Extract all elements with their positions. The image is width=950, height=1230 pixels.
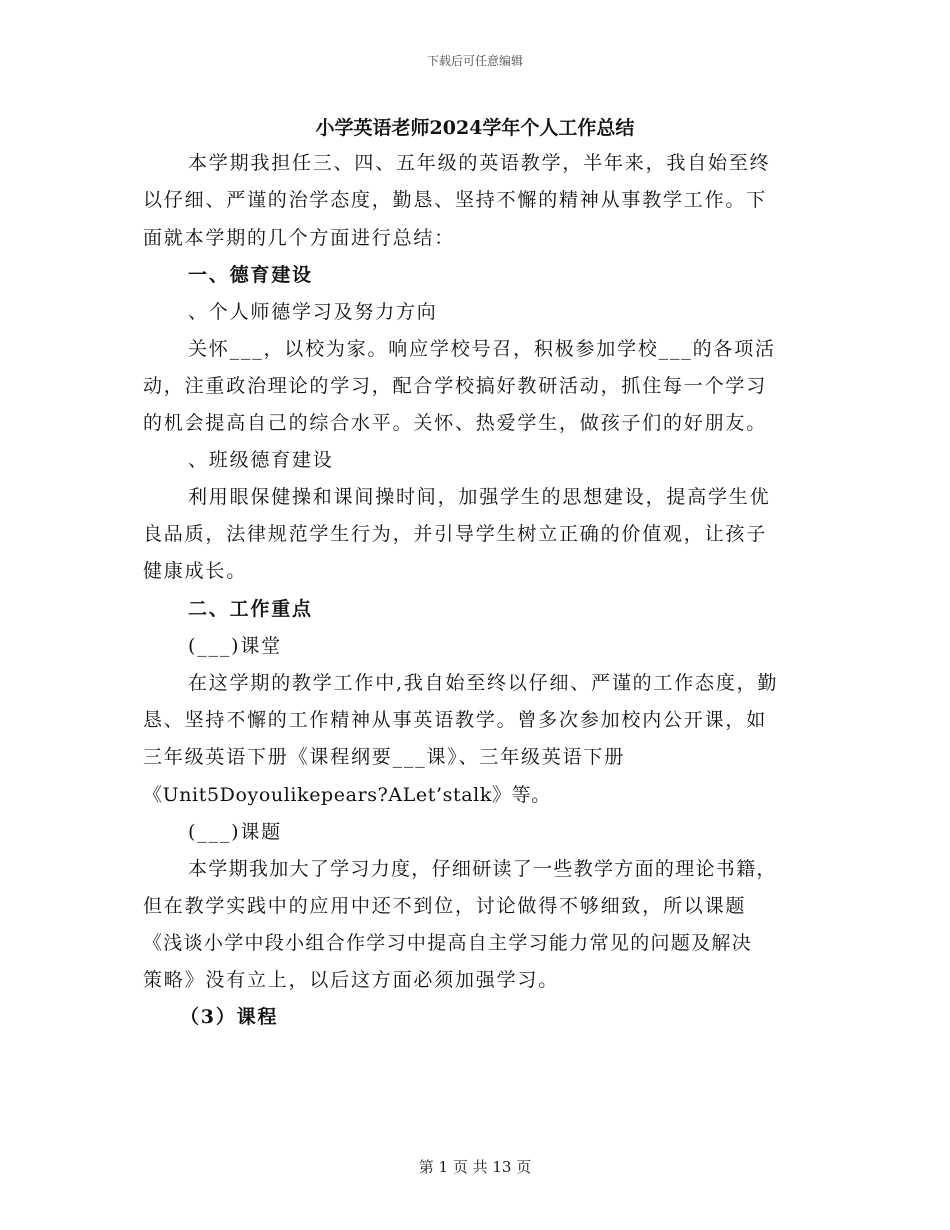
subsection-heading: 、个人师德学习及努力方向 (188, 301, 438, 323)
body-line: 健康成长。 (143, 560, 248, 582)
subsection-heading: （3）课程 (180, 1006, 279, 1028)
body-line: 策略》没有立上，以后这方面必须加强学习。 (143, 969, 560, 991)
subsection-heading: 、班级德育建设 (188, 449, 334, 471)
subsection-heading: (___)课堂 (188, 635, 282, 657)
body-line: 在这学期的教学工作中,我自始至终以仔细、严谨的工作态度，勤 (188, 672, 779, 694)
body-line: 三年级英语下册《课程纲要___课》、三年级英语下册 (143, 746, 626, 768)
subsection-heading: (___)课题 (188, 821, 282, 843)
body-line: 面就本学期的几个方面进行总结： (143, 227, 456, 249)
body-line: 良品质，法律规范学生行为，并引导学生树立正确的价值观，让孩子 (143, 523, 768, 545)
body-line: 《浅谈小学中段小组合作学习中提高自主学习能力常见的问题及解决 (143, 932, 753, 954)
body-line: 利用眼保健操和课间操时间，加强学生的思想建设，提高学生优 (188, 486, 771, 508)
section-heading: 二、工作重点 (188, 598, 313, 620)
body-line: 但在教学实践中的应用中还不到位，讨论做得不够细致，所以课题 (143, 895, 747, 917)
section-heading: 一、德育建设 (188, 264, 313, 286)
body-line: 关怀___，以校为家。响应学校号召，积极参加学校___的各项活 (188, 338, 776, 360)
document-title: 小学英语老师2024学年个人工作总结 (315, 117, 635, 139)
body-line: 本学期我加大了学习力度，仔细研读了一些教学方面的理论书籍， (188, 858, 777, 880)
body-line: 以仔细、严谨的治学态度，勤恳、坚持不懈的精神从事教学工作。下 (143, 189, 768, 211)
body-line: 动，注重政治理论的学习，配合学校搞好教研活动，抓住每一个学习 (143, 375, 768, 397)
page-header: 下载后可任意编辑 (426, 54, 523, 68)
body-line: 本学期我担任三、四、五年级的英语教学，半年来，我自始至终 (188, 152, 771, 174)
page-number: 第 1 页 共 13 页 (418, 1158, 532, 1176)
body-line: 的机会提高自己的综合水平。关怀、热爱学生，做孩子们的好朋友。 (143, 412, 768, 434)
body-line: 恳、坚持不懈的工作精神从事英语教学。曾多次参加校内公开课，如 (143, 709, 768, 731)
body-line: 《Unit5Doyoulikepears?ALet’stalk》等。 (143, 784, 551, 806)
